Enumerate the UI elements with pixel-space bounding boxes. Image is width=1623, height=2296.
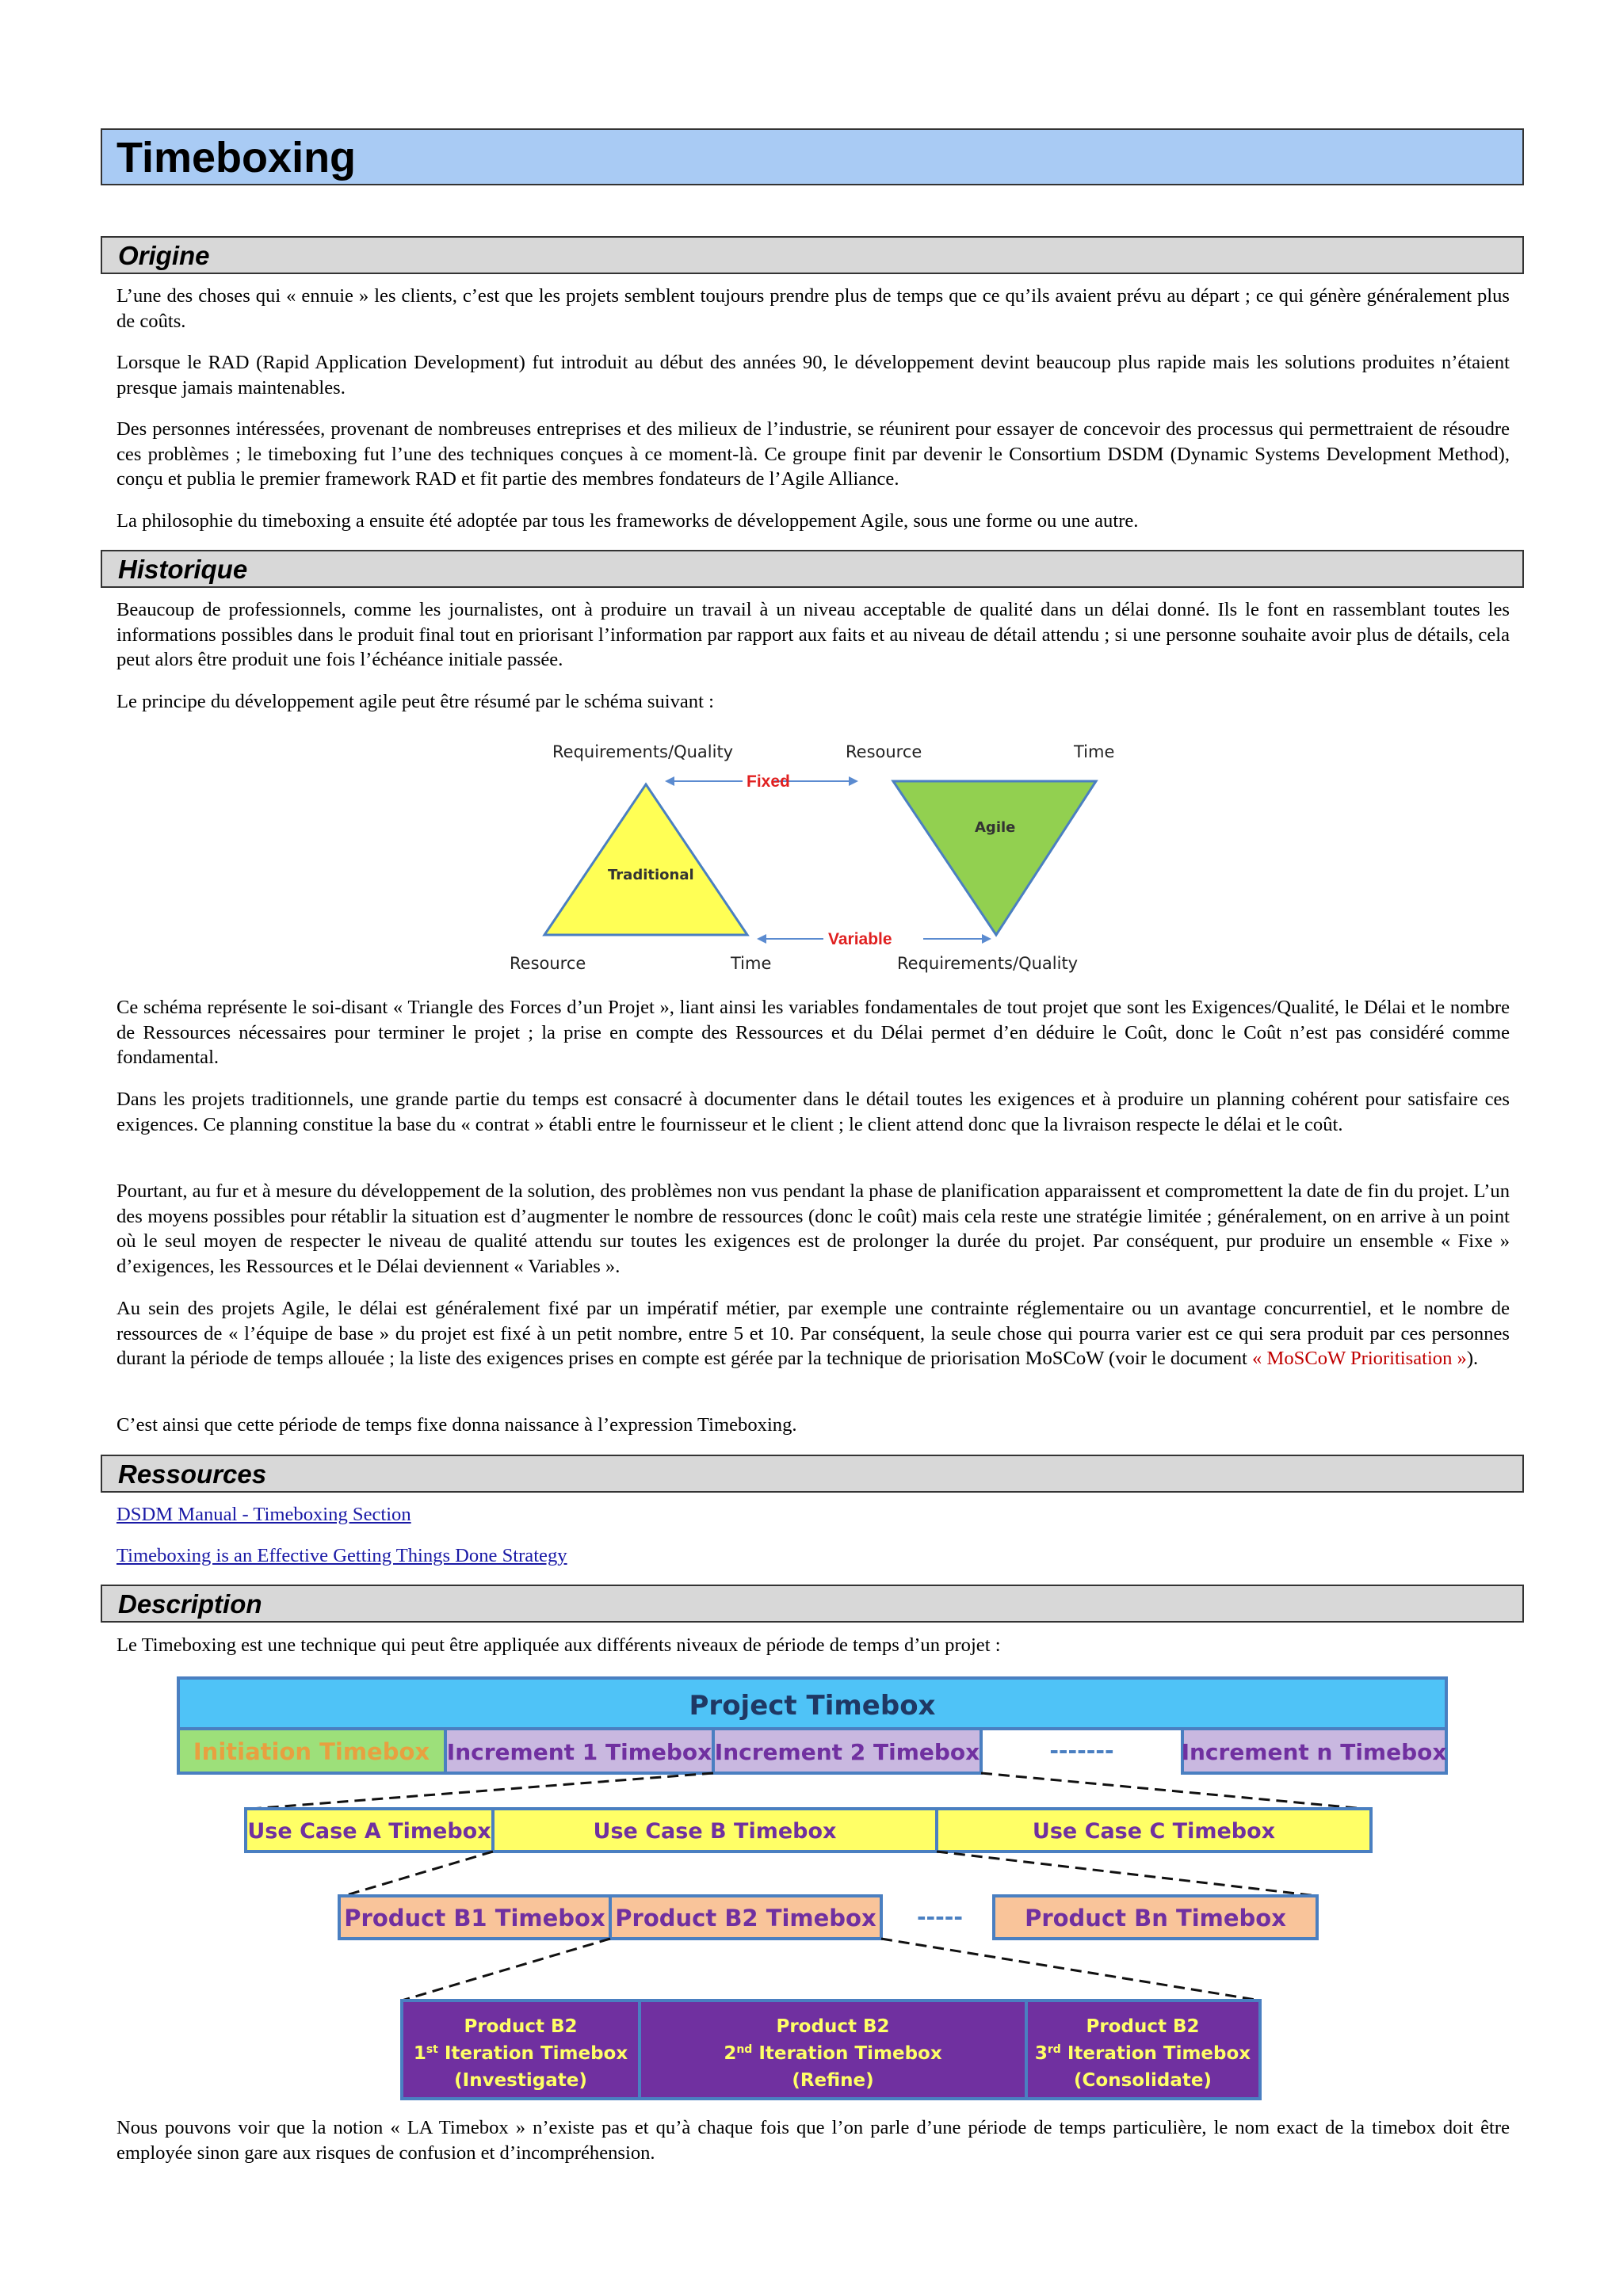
ordinal: 2	[724, 2043, 737, 2064]
paragraph: Le Timeboxing est une technique qui peut être appliquée aux différents niveaux de période de temps d’un projet :	[116, 1634, 1001, 1656]
title-banner	[101, 128, 1524, 185]
use-case-b-label: Use Case B Timebox	[593, 1819, 837, 1844]
paragraph: Lorsque le RAD (Rapid Application Development) fut introduit au début des années 90, le développement devint beaucoup plus rapide mais les solutions produites n’étaient presque jamais maintenables.	[116, 352, 1510, 399]
page-title: Timeboxing	[116, 134, 357, 181]
moscow-document-link[interactable]: « MoSCoW Prioritisation »	[1252, 1348, 1467, 1370]
project-timebox-label: Project Timebox	[689, 1690, 936, 1722]
paragraph: Dans les projets traditionnels, une grande partie du temps est consacré à documenter dans le détail toutes les exigences et à produire un planning cohérent pour satisfaire ces exigences. Ce planning constitue la base du « contrat » établi entre le fournisseur et le client ; le client attend donc que la livraison respecte le délai et le coût.	[116, 1089, 1510, 1135]
paragraph: L’une des choses qui « ennuie » les clients, c’est que les projets semblent toujours prendre plus de temps que ce qu’ils avaient prévu au départ ; ce qui génère généralement plus de coûts.	[116, 285, 1510, 332]
connector-line	[344, 1852, 493, 1896]
product-b1-label: Product B1 Timebox	[344, 1905, 605, 1932]
connector-line	[937, 1852, 1317, 1896]
iteration-2-line1: Product B2	[776, 2016, 890, 2037]
initiation-timebox-label: Initiation Timebox	[193, 1738, 430, 1765]
label-bottom-time: Time	[731, 954, 772, 973]
label-top-time: Time	[1074, 742, 1115, 761]
label-top-requirements: Requirements/Quality	[552, 742, 734, 761]
line-text: Iteration Timebox	[1060, 2043, 1251, 2064]
paragraph: Nous pouvons voir que la notion « LA Timebox » n’existe pas et qu’à chaque fois que l’on parle d’une période de temps particulière, le nom exact de la timebox doit être employée sinon gare aux risques de confusion et d’incompréhension.	[116, 2117, 1510, 2164]
dsdm-manual-link[interactable]: DSDM Manual - Timeboxing Section	[116, 1504, 411, 1525]
connector-line	[251, 1773, 713, 1809]
connector-line	[981, 1773, 1365, 1809]
paragraph: Le principe du développement agile peut être résumé par le schéma suivant :	[116, 691, 714, 712]
triangle-diagram	[497, 735, 1242, 981]
section-title: Origine	[118, 241, 210, 270]
ellipsis-dashes: -------	[1049, 1737, 1114, 1764]
iteration-3-line3: (Consolidate)	[1074, 2070, 1212, 2091]
label-top-resource: Resource	[846, 742, 922, 761]
increment-2-label: Increment 2 Timebox	[714, 1739, 980, 1765]
section-title: Description	[118, 1589, 262, 1619]
arrow-head	[849, 776, 858, 786]
ellipsis-dashes: -----	[916, 1904, 964, 1930]
section-header-historique	[101, 550, 1524, 588]
paragraph	[116, 1296, 1510, 1371]
product-b2-label: Product B2 Timebox	[615, 1905, 876, 1932]
ordinal-suffix: st	[426, 2043, 438, 2056]
arrow-head	[665, 776, 674, 786]
ordinal-suffix: nd	[736, 2043, 753, 2056]
increment-n-label: Increment n Timebox	[1181, 1739, 1447, 1765]
connector-line	[402, 1939, 610, 2000]
timeboxing-strategy-link[interactable]: Timeboxing is an Effective Getting Things Done Strategy	[116, 1545, 567, 1566]
label-bottom-resource: Resource	[510, 954, 586, 973]
paragraph: Beaucoup de professionnels, comme les journalistes, ont à produire un travail à un niveau acceptable de qualité dans un délai donné. Ils le font en rassemblant toutes les informations possibles dans le produit final tout en priorisant l’information par rapport aux faits et au niveau de détail attendu ; si une personne souhaite avoir plus de détails, cela peut alors être produit une fois l’échéance initiale passée.	[116, 599, 1510, 671]
arrow-head	[757, 934, 766, 944]
paragraph: Pourtant, au fur et à mesure du développement de la solution, des problèmes non vus pendant la phase de planification apparaissent et compromettent la date de fin du projet. L’un des moyens possibles pour rétablir la situation est d’augmenter le nombre de ressources (donc le coût) mais cela reste une stratégie limitée ; généralement, on en arrive à un point où le seul moyen de respecter le niveau de qualité attendu sur toutes les exigences est de prolonger la durée du projet. Par conséquent, pur produire un ensemble « Fixe » d’exigences, les Ressources et le Délai deviennent « Variables ».	[116, 1180, 1510, 1277]
iteration-3-line1: Product B2	[1086, 2016, 1200, 2037]
iteration-1-line3: (Investigate)	[454, 2070, 587, 2091]
agile-triangle	[893, 781, 1096, 935]
line-text: Iteration Timebox	[437, 2043, 628, 2064]
section-header-ressources	[101, 1455, 1524, 1493]
section-title: Ressources	[118, 1459, 267, 1489]
increment-1-label: Increment 1 Timebox	[446, 1739, 712, 1765]
paragraph: C’est ainsi que cette période de temps fixe donna naissance à l’expression Timeboxing.	[116, 1414, 797, 1436]
use-case-a-label: Use Case A Timebox	[247, 1819, 491, 1844]
text-run: Au sein des projets Agile, le délai est généralement fixé par un impératif métier, par exemple une contrainte réglementaire ou un avantage concurrentiel, et le nombre de ressources de « l’équipe de base » du projet est fixé à un petit nombre, entre 5 et 10. Par conséquent, la seule chose qui pourra varier est ce qui sera produit par ces personnes durant la période de temps allouée ; la liste des exigences prises en compte est gérée par la technique de priorisation MoSCoW (voir le document	[116, 1298, 1510, 1370]
iteration-1-line2	[414, 2043, 628, 2064]
text-run: ).	[1466, 1348, 1479, 1370]
connector-line	[881, 1939, 1260, 2000]
arrow-head	[982, 934, 991, 944]
label-fixed: Fixed	[747, 772, 790, 791]
ordinal-suffix: rd	[1047, 2043, 1061, 2056]
section-header-description	[101, 1585, 1524, 1623]
iteration-1-line1: Product B2	[464, 2016, 578, 2037]
section-title: Historique	[118, 555, 248, 584]
paragraph: Ce schéma représente le soi-disant « Triangle des Forces d’un Projet », liant ainsi les variables fondamentales de tout projet que sont les Exigences/Qualité, le Délai et le nombre de Ressources nécessaires pour terminer le projet ; la prise en compte des Ressources et du Délai permet d’en déduire le Coût, donc le Coût n’est pas considéré comme fondamental.	[116, 997, 1510, 1069]
use-case-c-label: Use Case C Timebox	[1032, 1819, 1276, 1844]
iteration-2-line2	[724, 2043, 942, 2064]
label-variable: Variable	[828, 930, 892, 948]
iteration-2-line3: (Refine)	[792, 2070, 874, 2091]
ordinal: 1	[413, 2043, 426, 2064]
label-bottom-requirements: Requirements/Quality	[897, 954, 1079, 973]
timebox-hierarchy-diagram	[176, 1676, 1452, 2103]
line-text: Iteration Timebox	[752, 2043, 942, 2064]
ordinal: 3	[1034, 2043, 1048, 2064]
paragraph: Des personnes intéressées, provenant de nombreuses entreprises et des milieux de l’industrie, se réunirent pour essayer de concevoir des processus qui permettraient de résoudre ces problèmes ; le timeboxing fut l’une des techniques conçues à ce moment-là. Ce groupe finit par devenir le Consortium DSDM (Dynamic Systems Development Method), conçu et publia le premier framework RAD et fit partie des membres fondateurs de l’Agile Alliance.	[116, 418, 1510, 490]
product-bn-label: Product Bn Timebox	[1025, 1905, 1286, 1932]
section-header-origine	[101, 236, 1524, 274]
label-traditional: Traditional	[608, 867, 694, 883]
label-agile: Agile	[975, 819, 1016, 836]
iteration-3-line2	[1035, 2043, 1251, 2064]
traditional-triangle	[544, 784, 747, 935]
paragraph: La philosophie du timeboxing a ensuite été adoptée par tous les frameworks de développement Agile, sous une forme ou une autre.	[116, 510, 1139, 532]
